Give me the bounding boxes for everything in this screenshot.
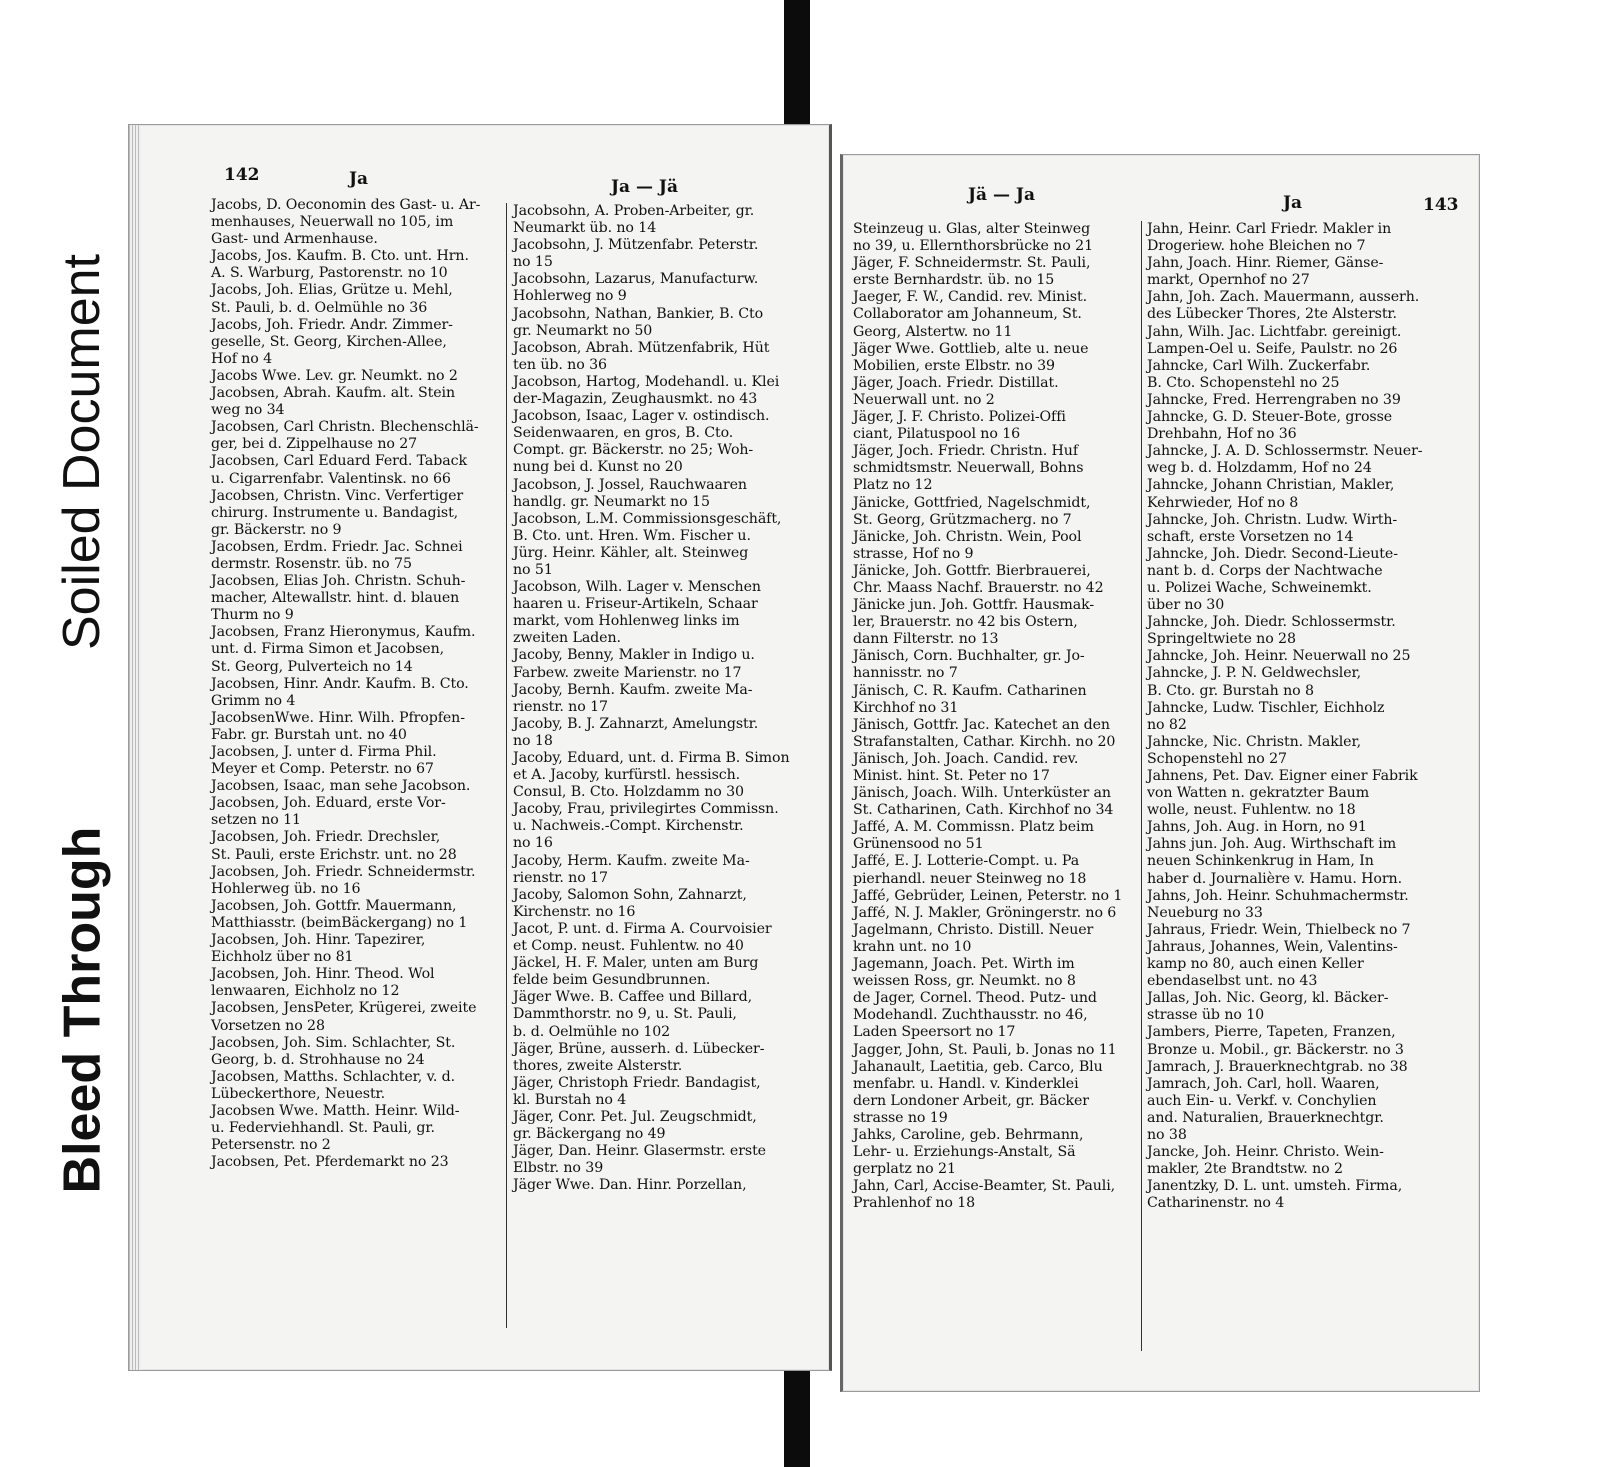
- directory-line: menhauses, Neuerwall no 105, im: [211, 214, 454, 231]
- directory-line: haber d. Journalière v. Hamu. Horn.: [1147, 870, 1403, 887]
- directory-line: krahn unt. no 10: [853, 938, 972, 955]
- directory-line: Consul, B. Cto. Holzdamm no 30: [513, 784, 744, 801]
- directory-line: chirurg. Instrumente u. Bandagist,: [211, 504, 459, 521]
- directory-line: weg b. d. Holzdamm, Hof no 24: [1147, 460, 1372, 477]
- directory-line: menfabr. u. Handl. v. Kinderklei: [853, 1075, 1079, 1092]
- directory-line: Jäger, F. Schneidermstr. St. Pauli,: [853, 255, 1091, 272]
- directory-line: ciant, Pilatuspool no 16: [853, 426, 1021, 443]
- directory-line: Lübeckerthore, Neuestr.: [211, 1085, 386, 1102]
- directory-line: Jagemann, Joach. Pet. Wirth im: [853, 956, 1075, 973]
- directory-line: Jahncke, J. A. D. Schlossermstr. Neuer-: [1147, 443, 1423, 460]
- left-column-1: [211, 197, 501, 1171]
- directory-line: Hohlerweg üb. no 16: [211, 880, 361, 897]
- directory-line: et A. Jacoby, kurfürstl. hessisch.: [513, 767, 741, 784]
- directory-line: Jahns jun. Joh. Aug. Wirthschaft im: [1147, 836, 1397, 853]
- directory-line: Strafanstalten, Cathar. Kirchh. no 20: [853, 733, 1116, 750]
- directory-line: Jacobs Wwe. Lev. gr. Neumkt. no 2: [211, 367, 458, 384]
- directory-line: Jaffé, A. M. Commissn. Platz beim: [853, 819, 1094, 836]
- directory-line: Jamrach, Joh. Carl, holl. Waaren,: [1147, 1075, 1380, 1092]
- binding-strip-top: [784, 0, 810, 140]
- directory-line: gr. Neumarkt no 50: [513, 322, 653, 339]
- directory-line: Jahncke, G. D. Steuer-Bote, grosse: [1147, 409, 1393, 426]
- directory-line: Jacobsen, J. unter d. Firma Phil.: [211, 744, 437, 760]
- directory-line: nung bei d. Kunst no 20: [513, 459, 683, 476]
- directory-line: Jahns, Joh. Heinr. Schuhmachermstr.: [1147, 887, 1409, 904]
- directory-line: handlg. gr. Neumarkt no 15: [513, 493, 710, 510]
- directory-line: rienstr. no 17: [513, 869, 608, 886]
- directory-line: JacobsenWwe. Hinr. Wilh. Pfropfen-: [211, 709, 465, 726]
- directory-line: Neuerwall unt. no 2: [853, 391, 995, 408]
- directory-line: Jahraus, Johannes, Wein, Valentins-: [1147, 938, 1398, 955]
- directory-line: kamp no 80, auch einen Keller: [1147, 956, 1364, 973]
- directory-line: Jahncke, Johann Christian, Makler,: [1147, 477, 1395, 494]
- directory-line: b. d. Oelmühle no 102: [513, 1023, 671, 1040]
- directory-line: Matthiasstr. (beimBäckergang) no 1: [211, 914, 468, 931]
- directory-line: Jänicke, Gottfried, Nagelschmidt,: [853, 494, 1091, 511]
- directory-line: u. Federviehhandl. St. Pauli, gr.: [211, 1120, 435, 1137]
- directory-line: Jahncke, Joh. Diedr. Schlossermstr.: [1147, 614, 1396, 631]
- directory-line: Jacobson, Hartog, Modehandl. u. Klei: [513, 373, 780, 390]
- directory-line: Neueburg no 33: [1147, 904, 1263, 921]
- directory-line: Jacobsohn, A. Proben-Arbeiter, gr.: [513, 203, 755, 219]
- directory-line: Jacobsen, Franz Hieronymus, Kaufm.: [211, 624, 476, 641]
- directory-line: dermstr. Rosenstr. üb. no 75: [211, 555, 412, 572]
- directory-line: Bronze u. Mobil., gr. Bäckerstr. no 3: [1147, 1041, 1404, 1058]
- directory-line: Jacobsen, Carl Christn. Blechenschlä-: [211, 419, 479, 436]
- directory-line: Jäger, Joch. Friedr. Christn. Huf: [853, 443, 1078, 460]
- directory-line: Elbstr. no 39: [513, 1160, 604, 1177]
- directory-line: Platz no 12: [853, 477, 933, 494]
- directory-line: Compt. gr. Bäckerstr. no 25; Woh-: [513, 442, 754, 459]
- directory-line: Modehandl. Zuchthausstr. no 46,: [853, 1007, 1088, 1024]
- directory-line: schmidtsmstr. Neuerwall, Bohns: [853, 460, 1084, 477]
- directory-line: Petersenstr. no 2: [211, 1137, 331, 1154]
- directory-line: Jagger, John, St. Pauli, b. Jonas no 11: [853, 1041, 1117, 1058]
- directory-line: Georg, b. d. Strohhause no 24: [211, 1051, 425, 1068]
- directory-line: Kehrwieder, Hof no 8: [1147, 494, 1299, 511]
- directory-line: strasse üb no 10: [1147, 1007, 1265, 1024]
- directory-line: Jacobsen, Pet. Pferdemarkt no 23: [211, 1154, 449, 1171]
- directory-line: no 16: [513, 835, 553, 852]
- directory-line: Jacobsen, JensPeter, Krügerei, zweite: [211, 1000, 477, 1017]
- directory-line: Eichholz über no 81: [211, 949, 354, 966]
- directory-line: Hof no 4: [211, 350, 273, 367]
- directory-line: schaft, erste Vorsetzen no 14: [1147, 528, 1354, 545]
- directory-line: zweiten Laden.: [513, 630, 621, 647]
- directory-line: erste Bernhardstr. üb. no 15: [853, 272, 1055, 289]
- directory-line: Jahraus, Friedr. Wein, Thielbeck no 7: [1147, 921, 1411, 938]
- directory-line: Jacobsen, Hinr. Andr. Kaufm. B. Cto.: [211, 675, 469, 692]
- directory-line: Jacoby, Bernh. Kaufm. zweite Ma-: [513, 681, 753, 698]
- directory-line: pierhandl. neuer Steinweg no 18: [853, 870, 1087, 887]
- directory-line: de Jager, Cornel. Theod. Putz- und: [853, 990, 1097, 1007]
- directory-line: Jürg. Heinr. Kähler, alt. Steinweg: [513, 544, 749, 561]
- directory-line: ebendaselbst unt. no 43: [1147, 973, 1318, 990]
- right-header-range: Jä — Ja: [968, 185, 1035, 205]
- directory-line: Jacobsen, Elias Joh. Christn. Schuh-: [211, 573, 466, 590]
- right-column-2: [1147, 221, 1437, 1212]
- directory-line: Jacobs, Joh. Friedr. Andr. Zimmer-: [211, 316, 453, 333]
- directory-line: Drogeriew. hohe Bleichen no 7: [1147, 238, 1366, 255]
- directory-line: Jänicke jun. Joh. Gottfr. Hausmak-: [853, 597, 1095, 614]
- directory-line: Jacobsen, Abrah. Kaufm. alt. Stein: [211, 385, 456, 402]
- directory-line: Jagelmann, Christo. Distill. Neuer: [853, 921, 1094, 938]
- left-page-number: 142: [224, 165, 260, 185]
- directory-line: Gast- und Armenhause.: [211, 231, 378, 248]
- page-edges: [129, 125, 141, 1370]
- right-page-number: 143: [1423, 195, 1459, 215]
- directory-line: Janentzky, D. L. unt. umsteh. Firma,: [1147, 1178, 1403, 1195]
- directory-line: markt, Opernhof no 27: [1147, 272, 1310, 289]
- directory-line: Jahncke, Ludw. Tischler, Eichholz: [1147, 699, 1385, 716]
- directory-line: Jänisch, C. R. Kaufm. Catharinen: [853, 682, 1087, 699]
- directory-line: and. Naturalien, Brauerknechtgr.: [1147, 1109, 1384, 1126]
- directory-line: Jahn, Heinr. Carl Friedr. Makler in: [1147, 221, 1392, 237]
- directory-line: Jacobs, Joh. Elias, Grütze u. Mehl,: [211, 282, 453, 299]
- directory-line: no 38: [1147, 1126, 1187, 1143]
- directory-line: Jahncke, Carl Wilh. Zuckerfabr.: [1147, 357, 1371, 374]
- directory-line: Jacobsen, Joh. Friedr. Drechsler,: [211, 829, 441, 846]
- directory-line: rienstr. no 17: [513, 698, 608, 715]
- directory-line: Meyer et Comp. Peterstr. no 67: [211, 761, 434, 778]
- directory-line: B. Cto. Schopenstehl no 25: [1147, 374, 1340, 391]
- directory-line: von Watten n. gekratzter Baum: [1147, 785, 1370, 802]
- directory-line: u. Polizei Wache, Schweinemkt.: [1147, 579, 1372, 596]
- directory-line: geselle, St. Georg, Kirchen-Allee,: [211, 333, 447, 350]
- column-rule: [1141, 221, 1142, 1351]
- directory-line: thores, zweite Alsterstr.: [513, 1057, 683, 1074]
- directory-line: Jahncke, Joh. Christn. Ludw. Wirth-: [1147, 511, 1398, 528]
- directory-line: Jacobsohn, Nathan, Bankier, B. Cto: [513, 305, 764, 322]
- directory-line: Steinzeug u. Glas, alter Steinweg: [853, 221, 1091, 237]
- directory-line: wolle, neust. Fuhlentw. no 18: [1147, 802, 1356, 819]
- directory-line: Jahncke, Fred. Herrengraben no 39: [1147, 391, 1401, 408]
- directory-line: no 82: [1147, 716, 1187, 733]
- directory-line: Jacoby, Salomon Sohn, Zahnarzt,: [513, 886, 747, 903]
- directory-line: dann Filterstr. no 13: [853, 631, 999, 648]
- directory-line: Jahncke, J. P. N. Geldwechsler,: [1147, 665, 1362, 682]
- directory-line: Jahncke, Joh. Diedr. Second-Lieute-: [1147, 545, 1398, 562]
- directory-line: ler, Brauerstr. no 42 bis Ostern,: [853, 614, 1078, 631]
- directory-line: Jahn, Joach. Hinr. Riemer, Gänse-: [1147, 255, 1384, 272]
- directory-line: Jahn, Joh. Zach. Mauermann, ausserh.: [1147, 289, 1420, 306]
- directory-line: Jahn, Wilh. Jac. Lichtfabr. gereinigt.: [1147, 323, 1402, 340]
- directory-line: Mobilien, erste Elbstr. no 39: [853, 357, 1055, 374]
- directory-line: über no 30: [1147, 597, 1225, 614]
- directory-line: Jäger, Dan. Heinr. Glasermstr. erste: [513, 1143, 766, 1160]
- directory-line: ger, bei d. Zippelhause no 27: [211, 436, 418, 453]
- directory-line: Jäger, J. F. Christo. Polizei-Offi: [853, 409, 1066, 426]
- directory-line: Jancke, Joh. Heinr. Christo. Wein-: [1147, 1144, 1384, 1161]
- open-book: [128, 124, 1478, 1390]
- directory-line: nant b. d. Corps der Nachtwache: [1147, 562, 1383, 579]
- directory-line: Neumarkt üb. no 14: [513, 220, 657, 237]
- directory-line: A. S. Warburg, Pastorenstr. no 10: [211, 265, 448, 282]
- directory-line: Jaeger, F. W., Candid. rev. Minist.: [853, 289, 1087, 306]
- directory-line: Lampen-Oel u. Seife, Paulstr. no 26: [1147, 340, 1398, 357]
- directory-line: Prahlenhof no 18: [853, 1195, 976, 1212]
- directory-line: Seidenwaaren, en gros, B. Cto.: [513, 425, 734, 442]
- directory-line: Jahns, Joh. Aug. in Horn, no 91: [1147, 819, 1367, 836]
- directory-line: Jänisch, Gottfr. Jac. Katechet an den: [853, 716, 1110, 733]
- directory-line: Jäger, Brüne, ausserh. d. Lübecker-: [513, 1040, 765, 1057]
- directory-line: des Lübecker Thores, 2te Alsterstr.: [1147, 306, 1397, 323]
- directory-line: weissen Ross, gr. Neumkt. no 8: [853, 973, 1076, 990]
- directory-line: St. Pauli, b. d. Oelmühle no 36: [211, 299, 428, 316]
- directory-line: Jacobson, Isaac, Lager v. ostindisch.: [513, 408, 770, 425]
- directory-line: neuen Schinkenkrug in Ham, In: [1147, 853, 1374, 870]
- directory-line: Jamrach, J. Brauerknechtgrab. no 38: [1147, 1058, 1408, 1075]
- directory-line: weg no 34: [211, 402, 285, 419]
- directory-line: macher, Altewallstr. hint. d. blauen: [211, 590, 460, 607]
- directory-line: Jaffé, E. J. Lotterie-Compt. u. Pa: [853, 853, 1080, 870]
- directory-line: Jacot, P. unt. d. Firma A. Courvoisier: [513, 920, 772, 937]
- directory-line: Jäckel, H. F. Maler, unten am Burg: [513, 955, 759, 972]
- directory-line: Jacoby, Frau, privilegirtes Commissn.: [513, 801, 779, 818]
- directory-line: haaren u. Friseur-Artikeln, Schaar: [513, 596, 758, 613]
- directory-line: strasse, Hof no 9: [853, 545, 974, 562]
- directory-line: Jacobsen Wwe. Matth. Heinr. Wild-: [211, 1102, 460, 1119]
- directory-line: B. Cto. unt. Hren. Wm. Fischer u.: [513, 527, 751, 544]
- directory-line: Jambers, Pierre, Tapeten, Franzen,: [1147, 1024, 1396, 1041]
- directory-line: Jänicke, Joh. Christn. Wein, Pool: [853, 528, 1082, 545]
- directory-line: Jacobsen, Joh. Sim. Schlachter, St.: [211, 1034, 456, 1051]
- directory-line: Jänisch, Corn. Buchhalter, gr. Jo-: [853, 648, 1085, 665]
- directory-line: Jacobsen, Christn. Vinc. Verfertiger: [211, 487, 464, 504]
- directory-line: hannisstr. no 7: [853, 665, 958, 682]
- directory-line: Jacoby, Eduard, unt. d. Firma B. Simon: [513, 750, 790, 766]
- directory-line: Kirchhof no 31: [853, 699, 959, 716]
- directory-line: Jäger Wwe. Gottlieb, alte u. neue: [853, 340, 1089, 357]
- directory-line: ten üb. no 36: [513, 356, 607, 373]
- directory-line: Jacobsen, Joh. Eduard, erste Vor-: [211, 795, 446, 812]
- directory-line: Jacoby, Herm. Kaufm. zweite Ma-: [513, 852, 750, 869]
- directory-line: Kirchenstr. no 16: [513, 903, 636, 920]
- directory-line: Jahnens, Pet. Dav. Eigner einer Fabrik: [1147, 768, 1418, 784]
- directory-line: et Comp. neust. Fuhlentw. no 40: [513, 938, 744, 955]
- directory-line: Jahks, Caroline, geb. Behrmann,: [853, 1126, 1084, 1143]
- directory-line: Georg, Alstertw. no 11: [853, 323, 1013, 340]
- directory-line: unt. d. Firma Simon et Jacobsen,: [211, 641, 445, 658]
- right-header-ja: Ja: [1283, 193, 1303, 213]
- directory-line: Jacobsen, Joh. Hinr. Theod. Wol: [211, 966, 435, 983]
- directory-line: Jaffé, Gebrüder, Leinen, Peterstr. no 1: [853, 887, 1123, 904]
- directory-line: makler, 2te Brandtstw. no 2: [1147, 1161, 1343, 1178]
- directory-line: Thurm no 9: [211, 607, 294, 624]
- directory-line: Jallas, Joh. Nic. Georg, kl. Bäcker-: [1147, 990, 1389, 1007]
- directory-line: St. Georg, Pulverteich no 14: [211, 658, 413, 675]
- directory-line: Jacoby, B. J. Zahnarzt, Amelungstr.: [513, 715, 759, 732]
- directory-line: Vorsetzen no 28: [211, 1017, 325, 1034]
- directory-line: Dammthorstr. no 9, u. St. Pauli,: [513, 1006, 737, 1023]
- directory-line: Schopenstehl no 27: [1147, 750, 1287, 767]
- directory-line: Jäger Wwe. Dan. Hinr. Porzellan,: [513, 1177, 747, 1194]
- directory-line: St. Pauli, erste Erichstr. unt. no 28: [211, 846, 457, 863]
- directory-line: Jacobsen, Carl Eduard Ferd. Taback: [211, 453, 467, 470]
- directory-line: strasse no 19: [853, 1109, 948, 1126]
- directory-line: Jacobsohn, J. Mützenfabr. Peterstr.: [513, 237, 759, 254]
- directory-line: Jänisch, Joh. Joach. Candid. rev.: [853, 750, 1079, 767]
- directory-line: Jacobs, D. Oeconomin des Gast- u. Ar-: [211, 197, 481, 213]
- directory-line: gr. Bäckergang no 49: [513, 1126, 666, 1143]
- directory-line: markt, vom Hohlenweg links im: [513, 613, 740, 630]
- column-rule: [506, 203, 507, 1328]
- directory-line: Jacobsen, Joh. Gottfr. Mauermann,: [211, 897, 457, 914]
- directory-line: dern Londoner Arbeit, gr. Bäcker: [853, 1092, 1089, 1109]
- left-page: [128, 124, 832, 1371]
- directory-line: Jahanault, Laetitia, geb. Carco, Blu: [853, 1058, 1103, 1075]
- directory-line: Collaborator am Johanneum, St.: [853, 306, 1082, 323]
- directory-line: Jäger, Joach. Friedr. Distillat.: [853, 374, 1059, 391]
- directory-line: B. Cto. gr. Burstah no 8: [1147, 682, 1314, 699]
- directory-line: Jacobsen, Joh. Friedr. Schneidermstr.: [211, 863, 476, 880]
- right-page: [840, 154, 1480, 1392]
- directory-line: Hohlerweg no 9: [513, 288, 627, 305]
- directory-line: gr. Bäckerstr. no 9: [211, 521, 342, 538]
- directory-line: Jacobson, L.M. Commissionsgeschäft,: [513, 510, 782, 527]
- directory-line: Catharinenstr. no 4: [1147, 1195, 1285, 1212]
- directory-line: kl. Burstah no 4: [513, 1091, 627, 1108]
- directory-line: Grünensood no 51: [853, 836, 984, 853]
- left-header-range: Ja — Jä: [611, 177, 678, 197]
- directory-line: Minist. hint. St. Peter no 17: [853, 768, 1050, 784]
- directory-line: u. Cigarrenfabr. Valentinsk. no 66: [211, 470, 451, 487]
- soiled-document-label: Soiled Document: [40, 218, 124, 686]
- left-column-2: [513, 203, 809, 1194]
- directory-line: Jahn, Carl, Accise-Beamter, St. Pauli,: [853, 1178, 1116, 1195]
- directory-line: Jacobson, Abrah. Mützenfabrik, Hüt: [513, 339, 770, 356]
- directory-line: Jäger, Christoph Friedr. Bandagist,: [513, 1074, 761, 1091]
- directory-line: Lehr- u. Erziehungs-Anstalt, Sä: [853, 1144, 1076, 1161]
- directory-line: setzen no 11: [211, 812, 301, 829]
- directory-line: no 18: [513, 732, 553, 749]
- directory-line: Jacobsen, Matths. Schlachter, v. d.: [211, 1068, 456, 1085]
- directory-line: u. Nachweis.-Compt. Kirchenstr.: [513, 818, 744, 835]
- directory-line: Jaffé, N. J. Makler, Gröningerstr. no 6: [853, 904, 1117, 921]
- directory-line: Drehbahn, Hof no 36: [1147, 426, 1297, 443]
- directory-line: lenwaaren, Eichholz no 12: [211, 983, 400, 1000]
- directory-line: Jahncke, Nic. Christn. Makler,: [1147, 733, 1361, 750]
- directory-line: no 39, u. Ellernthorsbrücke no 21: [853, 238, 1094, 255]
- directory-line: Jänisch, Joach. Wilh. Unterküster an: [853, 785, 1111, 802]
- directory-line: Jäger Wwe. B. Caffee und Billard,: [513, 989, 753, 1006]
- left-header-ja: Ja: [349, 169, 369, 189]
- directory-line: gerplatz no 21: [853, 1161, 956, 1178]
- directory-line: Jacoby, Benny, Makler in Indigo u.: [513, 647, 755, 664]
- directory-line: auch Ein- u. Verkf. v. Conchylien: [1147, 1092, 1377, 1109]
- bleed-through-label: Bleed Through: [40, 775, 124, 1245]
- directory-line: felde beim Gesundbrunnen.: [513, 972, 711, 989]
- directory-line: Jäger, Conr. Pet. Jul. Zeugschmidt,: [513, 1108, 757, 1125]
- directory-line: Jacobsohn, Lazarus, Manufacturw.: [513, 271, 759, 288]
- directory-line: Jacobsen, Erdm. Friedr. Jac. Schnei: [211, 538, 463, 555]
- directory-line: no 15: [513, 254, 553, 271]
- directory-line: der-Magazin, Zeughausmkt. no 43: [513, 391, 758, 408]
- right-column-1: [853, 221, 1137, 1212]
- directory-line: Jacobson, J. Jossel, Rauchwaaren: [513, 476, 747, 493]
- directory-line: St. Georg, Grützmacherg. no 7: [853, 511, 1072, 528]
- directory-line: Jacobsen, Isaac, man sehe Jacobson.: [211, 778, 471, 795]
- directory-line: Jacobsen, Joh. Hinr. Tapezirer,: [211, 932, 426, 949]
- directory-line: St. Catharinen, Cath. Kirchhof no 34: [853, 802, 1114, 819]
- directory-line: Fabr. gr. Burstah unt. no 40: [211, 726, 407, 743]
- directory-line: Farbew. zweite Marienstr. no 17: [513, 664, 742, 681]
- directory-line: no 51: [513, 561, 553, 578]
- directory-line: Grimm no 4: [211, 692, 296, 709]
- directory-line: Jänicke, Joh. Gottfr. Bierbrauerei,: [853, 562, 1091, 579]
- directory-line: Laden Speersort no 17: [853, 1024, 1016, 1041]
- directory-line: Chr. Maass Nachf. Brauerstr. no 42: [853, 579, 1104, 596]
- directory-line: Jahncke, Joh. Heinr. Neuerwall no 25: [1147, 648, 1411, 665]
- directory-line: Jacobs, Jos. Kaufm. B. Cto. unt. Hrn.: [211, 248, 469, 265]
- directory-line: Jacobson, Wilh. Lager v. Menschen: [513, 579, 761, 596]
- directory-line: Springeltwiete no 28: [1147, 631, 1296, 648]
